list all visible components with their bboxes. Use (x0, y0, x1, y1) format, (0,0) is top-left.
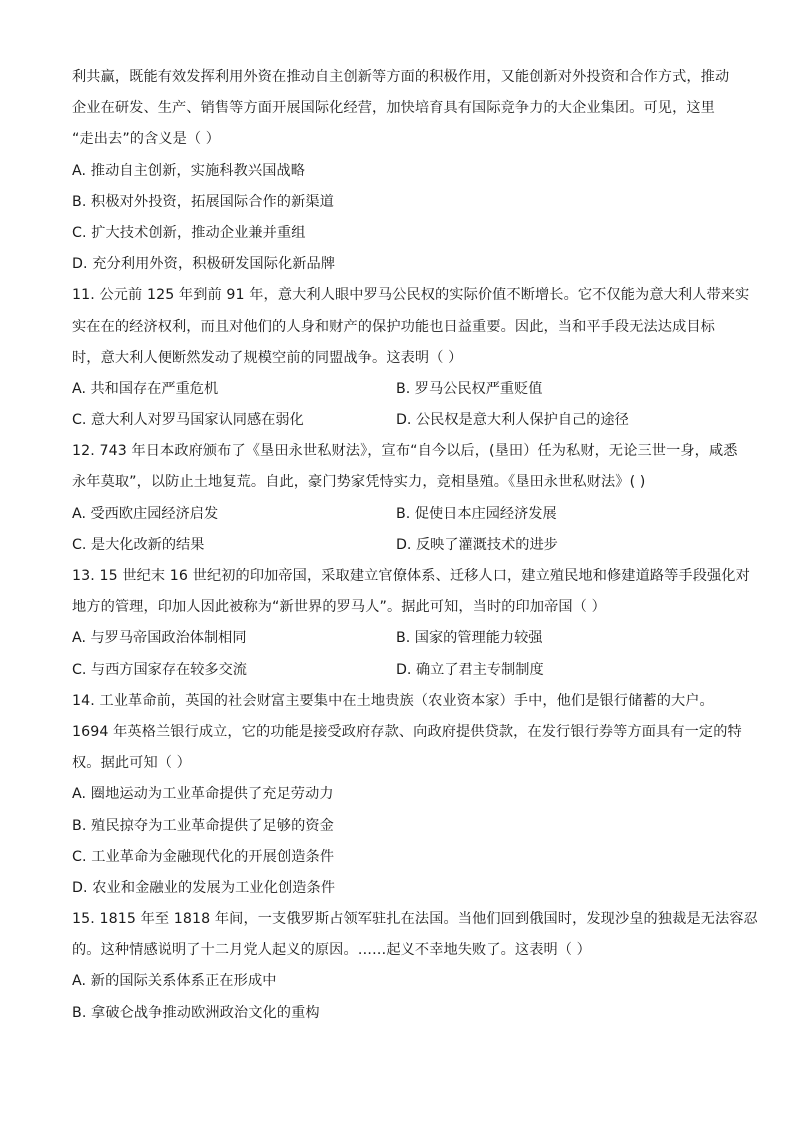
q11-stem-line-3: 时，意大利人便断然发动了规模空前的同盟战争。这表明（ ） (72, 349, 463, 366)
q10-option-a: A. 推动自主创新，实施科教兴国战略 (72, 162, 306, 179)
q10-stem-line-2: 企业在研发、生产、销售等方面开展国际化经营，加快培育具有国际竞争力的大企业集团。可见，这里 (72, 100, 715, 117)
question-10 (72, 62, 730, 280)
q14-option-c: C. 工业革命为金融现代化的开展创造条件 (72, 848, 335, 865)
q13-option-b: B. 国家的管理能力较强 (396, 630, 543, 647)
q14-stem-line-3: 权。据此可知（ ） (72, 755, 191, 772)
q10-option-d: D. 充分利用外资，积极研发国际化新品牌 (72, 256, 336, 273)
q12-stem-line-1: 12. 743 年日本政府颁布了《垦田永世私财法》，宣布“自今以后，(垦田）任为私财，无论三世一身，咸悉 (72, 443, 738, 460)
question-12 (72, 436, 738, 561)
page-content (72, 62, 758, 1029)
question-13 (72, 561, 750, 686)
q12-option-c: C. 是大化改新的结果 (72, 536, 205, 553)
q13-option-c: C. 与西方国家存在较多交流 (72, 661, 247, 678)
question-14 (72, 686, 742, 904)
q12-option-b: B. 促使日本庄园经济发展 (396, 505, 557, 522)
q13-options-row-1 (72, 623, 724, 654)
q10-stem-line-3: “走出去”的含义是（ ） (72, 131, 221, 148)
q11-option-d: D. 公民权是意大利人保护自己的途径 (396, 412, 629, 429)
q12-options-row-1 (72, 499, 724, 530)
question-15 (72, 904, 758, 1029)
q13-options-row-2 (72, 655, 724, 686)
q11-stem-line-2: 实在在的经济权利，而且对他们的人身和财产的保护功能也日益重要。因此，当和平手段无法达成目标 (72, 318, 715, 335)
q12-stem-line-2: 永年莫取”，以防止土地复荒。自此，豪门势家凭恃实力，竞相垦殖。《垦田永世私财法》( ) (72, 474, 646, 491)
q11-stem-line-1: 11. 公元前 125 年到前 91 年，意大利人眼中罗马公民权的实际价值不断增长。它不仅能为意大利人带来实 (72, 287, 750, 304)
q12-option-a: A. 受西欧庄园经济启发 (72, 505, 219, 522)
q10-stem-line-1: 利共赢，既能有效发挥利用外资在推动自主创新等方面的积极作用，又能创新对外投资和合作方式，推动 (72, 69, 730, 85)
q15-stem-line-2: 的。这种情感说明了十二月党人起义的原因。……起义不幸地失败了。这表明（ ） (72, 942, 591, 959)
question-11 (72, 280, 750, 436)
q15-option-b: B. 拿破仑战争推动欧洲政治文化的重构 (72, 1004, 320, 1021)
q13-option-d: D. 确立了君主专制制度 (396, 661, 544, 678)
q15-option-a: A. 新的国际关系体系正在形成中 (72, 973, 277, 990)
q14-stem-line-2: 1694 年英格兰银行成立，它的功能是接受政府存款、向政府提供贷款，在发行银行券等方面具有一定的特 (72, 723, 742, 740)
q11-option-b: B. 罗马公民权严重贬值 (396, 380, 543, 397)
q12-options-row-2 (72, 530, 724, 561)
q12-option-d: D. 反映了灌溉技术的进步 (396, 536, 558, 553)
q15-stem-line-1: 15. 1815 年至 1818 年间，一支俄罗斯占领军驻扎在法国。当他们回到俄国时，发现沙皇的独裁是无法容忍 (72, 911, 758, 928)
q10-option-b: B. 积极对外投资，拓展国际合作的新渠道 (72, 193, 334, 210)
q11-options-row-2 (72, 405, 724, 436)
q14-stem-line-1: 14. 工业革命前，英国的社会财富主要集中在土地贵族（农业资本家）手中，他们是银行储蓄的大户。 (72, 692, 714, 709)
q11-options-row-1 (72, 374, 724, 405)
q11-option-a: A. 共和国存在严重危机 (72, 380, 219, 397)
q10-option-c: C. 扩大技术创新，推动企业兼并重组 (72, 224, 306, 241)
q14-option-a: A. 圈地运动为工业革命提供了充足劳动力 (72, 786, 334, 803)
q13-stem-line-2: 地方的管理，印加人因此被称为“新世界的罗马人”。据此可知，当时的印加帝国（ ） (72, 599, 606, 616)
q14-option-b: B. 殖民掠夺为工业革命提供了足够的资金 (72, 817, 334, 834)
q11-option-c: C. 意大利人对罗马国家认同感在弱化 (72, 412, 304, 429)
q14-option-d: D. 农业和金融业的发展为工业化创造条件 (72, 879, 336, 896)
q13-option-a: A. 与罗马帝国政治体制相同 (72, 630, 247, 647)
q13-stem-line-1: 13. 15 世纪末 16 世纪初的印加帝国，采取建立官僚体系、迁移人口，建立殖民地和修建道路等手段强化对 (72, 568, 750, 584)
